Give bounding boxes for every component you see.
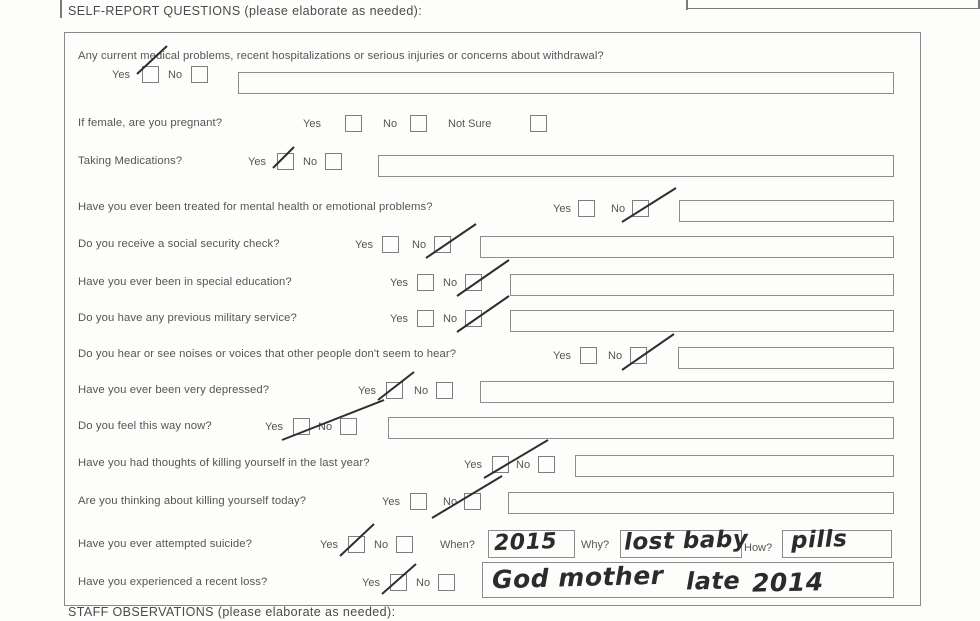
q1-no-checkbox[interactable] (191, 66, 208, 83)
q5-comment-field[interactable] (480, 236, 894, 258)
q11-yes-label: Yes (464, 459, 482, 471)
q2-yes-checkbox[interactable] (345, 115, 362, 132)
question-pregnant-label: If female, are you pregnant? (78, 117, 223, 129)
q6-no-checkbox[interactable] (465, 274, 482, 291)
question-attempted-suicide-label: Have you ever attempted suicide? (78, 538, 253, 550)
q8-no-label: No (608, 350, 623, 362)
q13-when-label: When? (440, 539, 475, 551)
top-frame-line (60, 0, 62, 18)
q1-no-label: No (168, 69, 183, 81)
q6-comment-field[interactable] (510, 274, 894, 296)
q9-yes-label: Yes (358, 385, 376, 397)
q9-no-label: No (414, 385, 429, 397)
q3-no-checkbox[interactable] (325, 153, 342, 170)
q10-yes-label: Yes (265, 421, 283, 433)
q3-yes-checkbox[interactable] (277, 153, 294, 170)
q1-yes-checkbox[interactable] (142, 66, 159, 83)
q7-comment-field[interactable] (510, 310, 894, 332)
q14-no-checkbox[interactable] (438, 574, 455, 591)
q1-yes-label: Yes (112, 69, 130, 81)
q1-comment-field[interactable] (238, 72, 894, 94)
q10-yes-checkbox[interactable] (293, 418, 310, 435)
q13-yes-label: Yes (320, 539, 338, 551)
q14-no-label: No (416, 577, 431, 589)
q14-loss-year-handwriting: 2014 (751, 567, 824, 598)
q11-no-label: No (516, 459, 531, 471)
q4-no-label: No (611, 203, 626, 215)
q11-no-checkbox[interactable] (538, 456, 555, 473)
q3-no-label: No (303, 156, 318, 168)
staff-observations-heading: STAFF OBSERVATIONS (please elaborate as needed): (68, 605, 396, 619)
q8-yes-checkbox[interactable] (580, 347, 597, 364)
q13-no-label: No (374, 539, 389, 551)
q14-yes-checkbox[interactable] (390, 574, 407, 591)
q2-no-label: No (383, 118, 398, 130)
q11-comment-field[interactable] (575, 455, 894, 477)
q11-yes-checkbox[interactable] (492, 456, 509, 473)
q3-comment-field[interactable] (378, 155, 894, 177)
top-frame-line-horizontal (686, 8, 980, 9)
self-report-heading: SELF-REPORT QUESTIONS (please elaborate as needed): (68, 4, 423, 18)
q7-no-checkbox[interactable] (465, 310, 482, 327)
question-hear-voices-label: Do you hear or see noises or voices that other people don't seem to hear? (78, 348, 457, 360)
q7-yes-label: Yes (390, 313, 408, 325)
question-taking-medications-label: Taking Medications? (78, 155, 183, 167)
q8-no-checkbox[interactable] (630, 347, 647, 364)
q10-no-checkbox[interactable] (340, 418, 357, 435)
q4-comment-field[interactable] (679, 200, 894, 222)
question-recent-loss-label: Have you experienced a recent loss? (78, 576, 268, 588)
q8-comment-field[interactable] (678, 347, 894, 369)
question-mental-health-treatment-label: Have you ever been treated for mental health or emotional problems? (78, 201, 433, 213)
q4-yes-label: Yes (553, 203, 571, 215)
q10-no-label: No (318, 421, 333, 433)
q12-no-checkbox[interactable] (464, 493, 481, 510)
q9-no-checkbox[interactable] (436, 382, 453, 399)
q6-yes-checkbox[interactable] (417, 274, 434, 291)
q3-yes-label: Yes (248, 156, 266, 168)
q5-no-checkbox[interactable] (434, 236, 451, 253)
q2-yes-label: Yes (303, 118, 321, 130)
q13-why-handwriting: lost baby (623, 526, 749, 556)
q9-yes-checkbox[interactable] (386, 382, 403, 399)
q12-yes-checkbox[interactable] (410, 493, 427, 510)
question-thinking-killing-self-today-label: Are you thinking about killing yourself today? (78, 495, 307, 507)
question-very-depressed-label: Have you ever been very depressed? (78, 384, 270, 396)
q10-comment-field[interactable] (388, 417, 894, 439)
q2-not-sure-label: Not Sure (448, 118, 492, 130)
q4-no-checkbox[interactable] (632, 200, 649, 217)
q6-no-label: No (443, 277, 458, 289)
q12-no-label: No (443, 496, 458, 508)
q14-yes-label: Yes (362, 577, 380, 589)
question-social-security-label: Do you receive a social security check? (78, 238, 280, 250)
q13-yes-checkbox[interactable] (348, 536, 365, 553)
q4-yes-checkbox[interactable] (578, 200, 595, 217)
q7-no-label: No (443, 313, 458, 325)
q13-no-checkbox[interactable] (396, 536, 413, 553)
q12-yes-label: Yes (382, 496, 400, 508)
q12-comment-field[interactable] (508, 492, 894, 514)
q14-loss-handwriting: God mother (491, 560, 664, 595)
q5-yes-checkbox[interactable] (382, 236, 399, 253)
q2-no-checkbox[interactable] (410, 115, 427, 132)
q5-no-label: No (412, 239, 427, 251)
question-medical-problems-label: Any current medical problems, recent hospitalizations or serious injuries or concerns about withdrawal? (78, 50, 604, 62)
question-military-service-label: Do you have any previous military service? (78, 312, 297, 324)
q8-yes-label: Yes (553, 350, 571, 362)
q2-not-sure-checkbox[interactable] (530, 115, 547, 132)
question-special-education-label: Have you ever been in special education? (78, 276, 292, 288)
q14-loss-handwriting-2: late (685, 566, 741, 596)
q13-why-label: Why? (581, 539, 610, 551)
q13-when-handwriting: 2015 (493, 528, 558, 557)
q6-yes-label: Yes (390, 277, 408, 289)
q5-yes-label: Yes (355, 239, 373, 251)
q9-comment-field[interactable] (480, 381, 894, 403)
q13-how-handwriting: pills (790, 526, 848, 554)
question-feel-this-way-now-label: Do you feel this way now? (78, 420, 212, 432)
q7-yes-checkbox[interactable] (417, 310, 434, 327)
question-thoughts-killing-self-label: Have you had thoughts of killing yourself in the last year? (78, 457, 370, 469)
q13-how-label: How? (744, 542, 773, 554)
